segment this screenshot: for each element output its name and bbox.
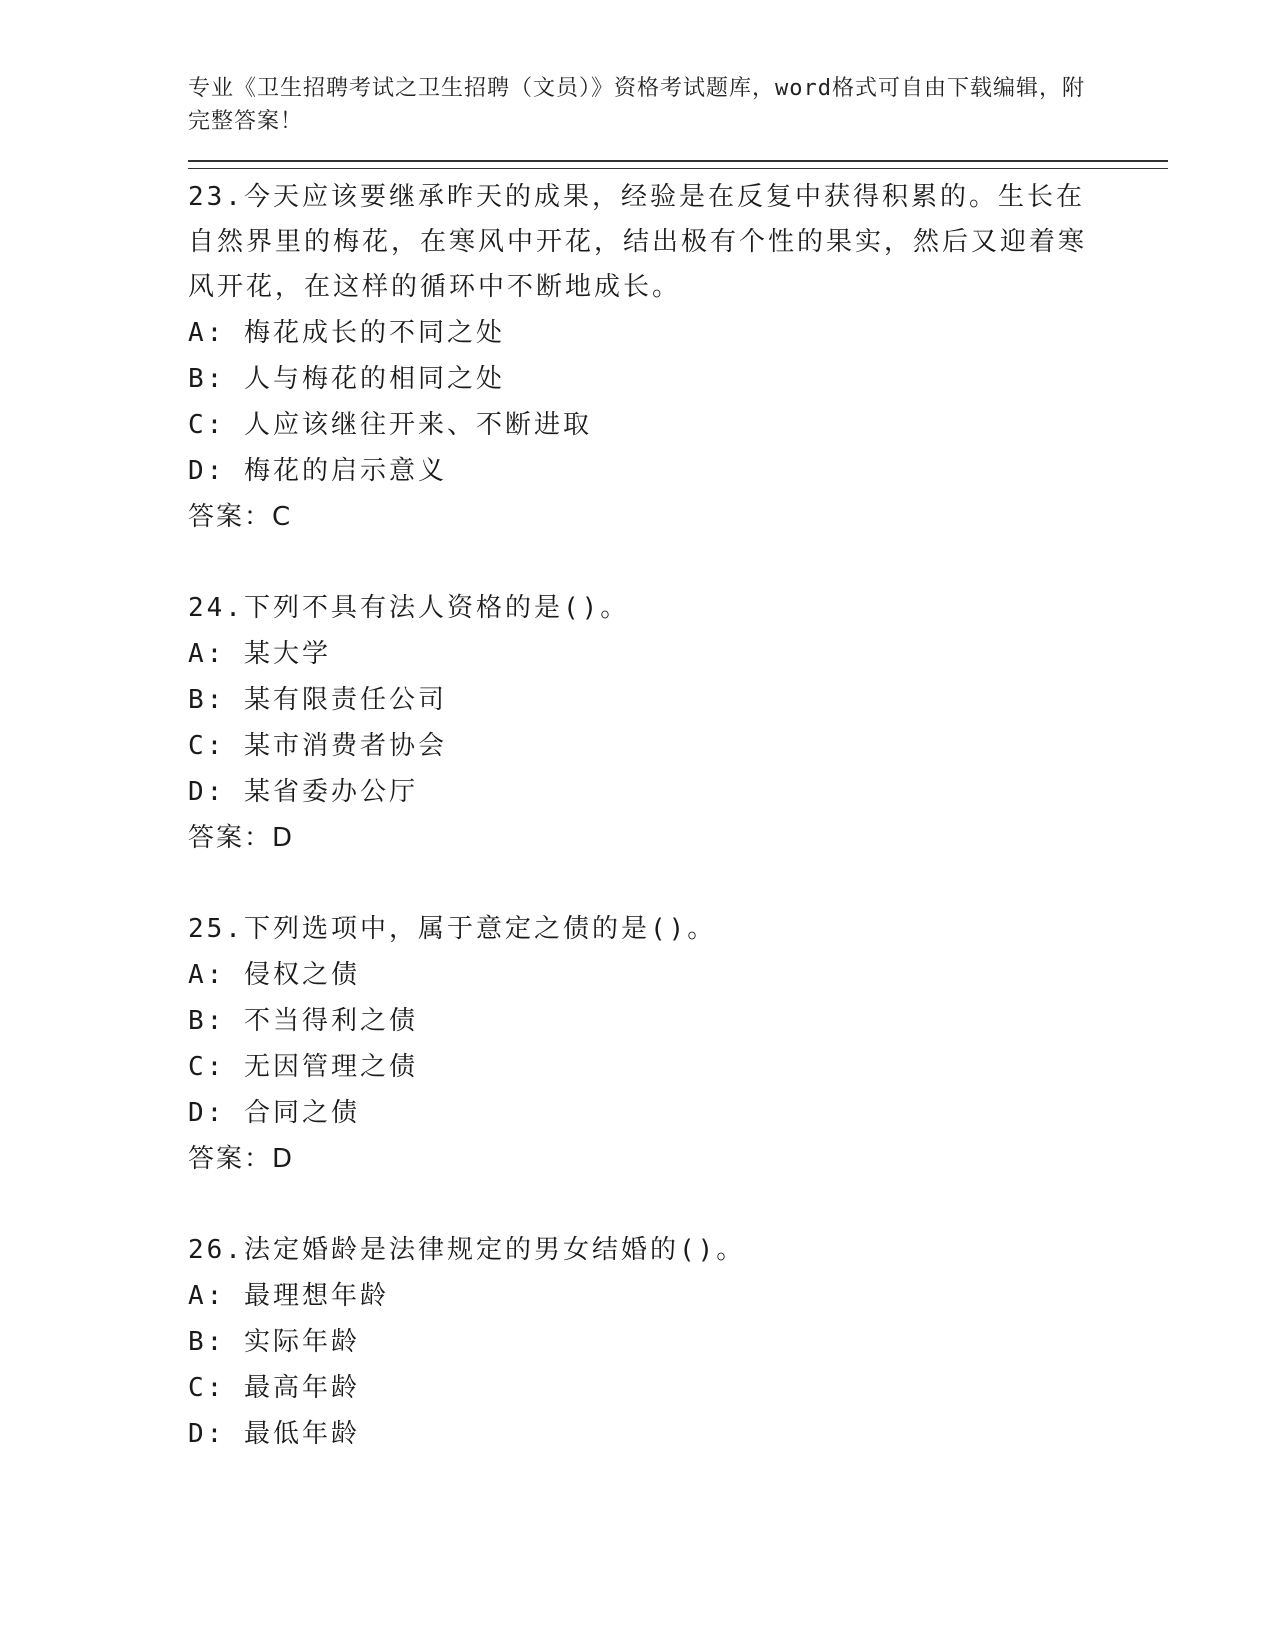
question-stem: 24.下列不具有法人资格的是()。 <box>188 593 630 623</box>
question-24 <box>188 586 1168 861</box>
question-25 <box>188 907 1168 1182</box>
answer-line: 答案：D <box>188 1144 295 1174</box>
option-b: B: 不当得利之债 <box>188 1006 418 1036</box>
option-c: C: 最高年龄 <box>188 1373 360 1403</box>
question-stem: 23.今天应该要继承昨天的成果，经验是在反复中获得积累的。生长在自然界里的梅花，在寒风中开花，结出极有个性的果实，然后又迎着寒风开花，在这样的循环中不断地成长。 <box>188 182 1088 302</box>
option-c: C: 人应该继往开来、不断进取 <box>188 410 592 440</box>
option-b: B: 某有限责任公司 <box>188 685 447 715</box>
option-a: A: 最理想年龄 <box>188 1281 389 1311</box>
question-stem: 26.法定婚龄是法律规定的男女结婚的()。 <box>188 1235 746 1265</box>
question-stem: 25.下列选项中，属于意定之债的是()。 <box>188 914 717 944</box>
option-a: A: 侵权之债 <box>188 960 360 990</box>
option-d: D: 合同之债 <box>188 1098 360 1128</box>
option-a: A: 某大学 <box>188 639 331 669</box>
option-d: D: 某省委办公厅 <box>188 777 418 807</box>
answer-line: 答案：D <box>188 823 295 853</box>
header-divider <box>188 160 1168 169</box>
question-23 <box>188 175 1168 540</box>
option-a: A: 梅花成长的不同之处 <box>188 318 505 348</box>
option-b: B: 实际年龄 <box>188 1327 360 1357</box>
document-page <box>188 72 1168 1457</box>
option-c: C: 某市消费者协会 <box>188 731 447 761</box>
option-b: B: 人与梅花的相同之处 <box>188 364 505 394</box>
answer-line: 答案：C <box>188 502 293 532</box>
question-26 <box>188 1228 1168 1457</box>
option-d: D: 梅花的启示意义 <box>188 456 447 486</box>
option-c: C: 无因管理之债 <box>188 1052 418 1082</box>
document-header: 专业《卫生招聘考试之卫生招聘（文员）》资格考试题库，word格式可自由下载编辑，附完整答案！ <box>188 76 1085 134</box>
option-d: D: 最低年龄 <box>188 1419 360 1449</box>
